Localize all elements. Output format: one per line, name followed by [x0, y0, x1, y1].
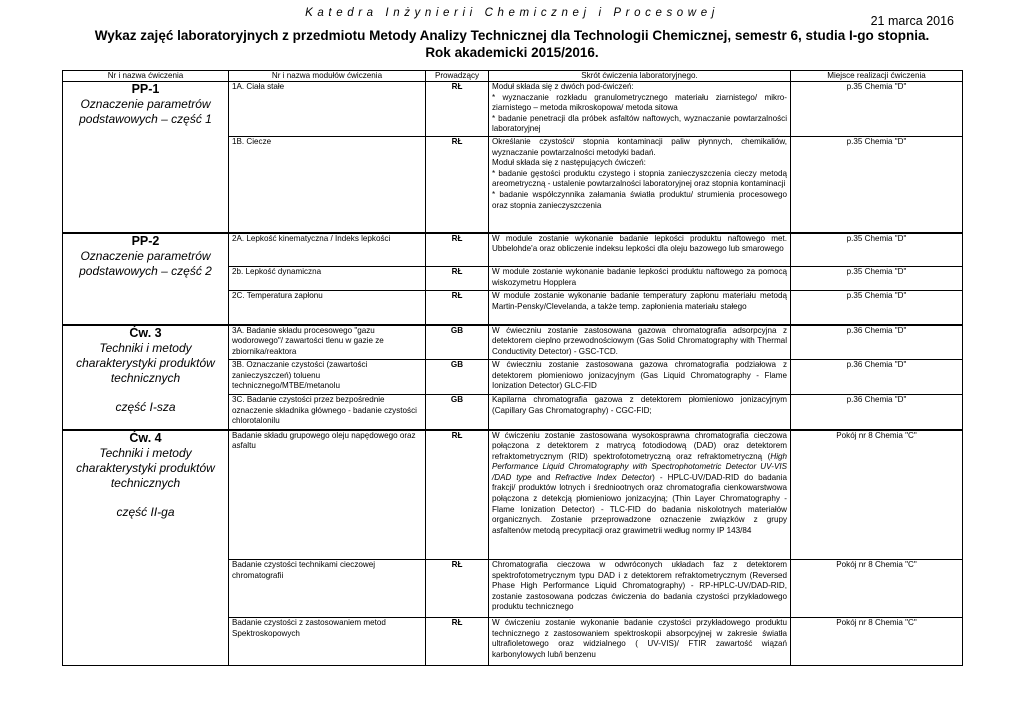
- summary-cell: Chromatografia cieczowa w odwróconych układach faz z detektorem spektrofotometrycznym typu DAD i z detektorem refraktometrycznym (Reversed Phase High Performance Liquid Chromatography) - RP-HPLC-UV/DAD-RID, zostanie zastosowana podczas ćwiczenia do badania czystości przykładowego produktu technicznego: [489, 560, 791, 618]
- module-cell: Badanie czystości technikami cieczowej chromatografii: [229, 560, 426, 618]
- summary-text: W ćwiczeniu zostanie zastosowana wysokosprawna chromatografia cieczowa połączona z detektorem z matrycą fotodiodową (DAD) oraz detektorem refraktometrycznym (RID) spektrofotometryczną oraz refraktometryczną (: [492, 430, 787, 461]
- lead-cell: RŁ: [426, 233, 489, 267]
- table-header-row: [63, 71, 963, 82]
- lead-cell: RŁ: [426, 82, 489, 137]
- module-cell: 2A. Lepkość kinematyczna / Indeks lepkości: [229, 233, 426, 267]
- summary-cell: W module zostanie wykonanie badanie temperatury zapłonu materiału metodą Martin-Pensky/Clevelanda, a także temp. zapłonienia materiału stałego: [489, 291, 791, 325]
- module-cell: 3B. Oznaczanie czystości (zawartości zanieczyszczeń) toluenu technicznego/MTBE/metanolu: [229, 360, 426, 395]
- lab-schedule-table: [62, 70, 963, 666]
- document-title: [0, 28, 1024, 61]
- module-cell: 3C. Badanie czystości przez bezpośrednie oznaczenie składnika głównego - badanie czystości chlorotalonilu: [229, 395, 426, 430]
- lead-cell: GB: [426, 395, 489, 430]
- header-module: Nr i nazwa modułów ćwiczenia: [229, 71, 426, 82]
- location-cell: p.35 Chemia "D": [791, 233, 963, 267]
- title-line-1: Wykaz zajęć laboratoryjnych z przedmiotu Metody Analizy Technicznej dla Technologii Chemicznej, semestr 6, studia I-go stopnia.: [94, 28, 930, 43]
- exercise-code: PP-2: [131, 233, 160, 248]
- summary-text: and: [531, 472, 556, 482]
- exercise-cell-pp1: [63, 82, 229, 233]
- summary-cell: [489, 137, 791, 233]
- table-row: [63, 82, 963, 137]
- exercise-code: PP-1: [131, 82, 160, 96]
- summary-line: Moduł składa się z dwóch pod-ćwiczeń:: [492, 82, 634, 91]
- location-cell: Pokój nr 8 Chemia "C": [791, 430, 963, 560]
- department-name: Katedra Inżynierii Chemicznej i Procesowej: [305, 7, 719, 19]
- location-cell: p.35 Chemia "D": [791, 137, 963, 233]
- header-location: Miejsce realizacji ćwiczenia: [791, 71, 963, 82]
- module-cell: Badanie czystości z zastosowaniem metod Spektroskopowych: [229, 618, 426, 666]
- location-cell: Pokój nr 8 Chemia "C": [791, 618, 963, 666]
- exercise-part: część II-ga: [116, 505, 175, 520]
- exercise-cell-cw3: [63, 325, 229, 430]
- exercise-name: Oznaczenie parametrów podstawowych – część 2: [79, 248, 212, 278]
- table-row: [63, 430, 963, 560]
- title-line-2: Rok akademicki 2015/2016.: [425, 44, 599, 60]
- summary-cell: Kapilarna chromatografia gazowa z detektorem płomieniowo jonizacyjnym (Capillary Gas Chromatography) - CGC-FID;: [489, 395, 791, 430]
- location-cell: p.35 Chemia "D": [791, 82, 963, 137]
- exercise-code: Ćw. 3: [129, 325, 162, 340]
- module-cell: 2C. Temperatura zapłonu: [229, 291, 426, 325]
- summary-cell: W ćwieczniu zostanie zastosowana gazowa chromatografia podziałowa z detektorem płomieniowo jonizacyjnym (Gas Liquid Chromatography - Flame Ionization Detector) GLC-FID: [489, 360, 791, 395]
- summary-cell: W ćwiczeniu zostanie wykonanie badanie czystości przykładowego produktu technicznego z zastosowaniem spektroskopii absorpcyjnej w zakresie światła ultrafioletowego oraz widzialnego ( UV-VIS)/ FTIR zawartość wiązań karbonylowych lub/i benzenu: [489, 618, 791, 666]
- exercise-name: Techniki i metody charakterystyki produktów technicznych: [76, 340, 215, 386]
- location-cell: p.36 Chemia "D": [791, 360, 963, 395]
- exercise-part: część I-sza: [115, 400, 176, 415]
- module-cell: 2b. Lepkość dynamiczna: [229, 267, 426, 291]
- summary-line: * badanie gęstości produktu czystego i stopnia zanieczyszczenia cieczy metodą areometryczną - ustalenie powtarzalności laboratoryjnej oraz stopnia kontaminacji: [492, 168, 787, 189]
- exercise-name: Oznaczenie parametrów podstawowych – część 1: [79, 97, 212, 127]
- summary-line: * badanie penetracji dla próbek asfaltów naftowych, wyznaczanie powtarzalności laboratoryjnej: [492, 113, 787, 134]
- lead-cell: GB: [426, 325, 489, 360]
- module-cell: 1A. Ciała stałe: [229, 82, 426, 137]
- location-cell: p.36 Chemia "D": [791, 395, 963, 430]
- summary-cell: [489, 82, 791, 137]
- summary-text-italic: High Performance Liquid Chromatography with Spectrophotometric Detector UV-VIS /DAD type: [492, 451, 787, 482]
- lead-cell: RŁ: [426, 618, 489, 666]
- header-exercise: Nr i nazwa ćwiczenia: [63, 71, 229, 82]
- lead-cell: RŁ: [426, 291, 489, 325]
- location-cell: p.36 Chemia "D": [791, 325, 963, 360]
- exercise-cell-pp2: [63, 233, 229, 325]
- table-row: [63, 233, 963, 267]
- module-cell: Badanie składu grupowego oleju napędowego oraz asfaltu: [229, 430, 426, 560]
- lead-cell: RŁ: [426, 430, 489, 560]
- lead-cell: RŁ: [426, 560, 489, 618]
- module-cell: 1B. Ciecze: [229, 137, 426, 233]
- summary-cell: W module zostanie wykonanie badanie lepkości produktu naftowego za pomocą wiskozymetru Hopplera: [489, 267, 791, 291]
- summary-line: * badanie współczynnika załamania światła produktu/ strumienia procesowego oraz stopnia zanieczyszczenia: [492, 189, 787, 210]
- header-summary: Skrót ćwiczenia laboratoryjnego.: [489, 71, 791, 82]
- summary-text: ) - HPLC-UV/DAD-RID do badania frakcji/ produktów lotnych i średniootnych oraz chromatografia cienkowarstwowa połączona z detekcją płomieniowo jonizacyjną; (Thin Layer Chromatography - Flame Ionization Detector) - TLC-FID do badania niskolotnych materiałów organicznych. Zostanie przeprowadzone oznaczenie związków z grupy asfaltenów metodą precypitacji oraz grawimetrii według normy IP 143/84: [492, 472, 787, 535]
- summary-cell: W ćwieczniu zostanie zastosowana gazowa chromatografia adsorpcyjna z detektorem cieplno przewodnościowym (Gas Solid Chromatography with Thermal Conductivity Detector) - GSC-TCD.: [489, 325, 791, 360]
- table-row: [63, 325, 963, 360]
- summary-line: Określanie czystości/ stopnia kontaminacji paliw płynnych, chemikaliów, wyznaczanie powtarzalności metodyki badań.: [492, 137, 787, 157]
- location-cell: p.35 Chemia "D": [791, 267, 963, 291]
- summary-cell: [489, 430, 791, 560]
- exercise-name: Techniki i metody charakterystyki produktów technicznych: [76, 445, 215, 491]
- location-cell: Pokój nr 8 Chemia "C": [791, 560, 963, 618]
- summary-text-italic: Refractive Index Detector: [555, 472, 653, 482]
- exercise-cell-cw4: [63, 430, 229, 666]
- header-lead: Prowadzący: [426, 71, 489, 82]
- module-cell: 3A. Badanie składu procesowego "gazu wodorowego"/ zawartości tlenu w gazie ze zbiornika/reaktora: [229, 325, 426, 360]
- summary-line: Moduł składa się z następujących ćwiczeń:: [492, 158, 646, 168]
- lead-cell: RŁ: [426, 137, 489, 233]
- lead-cell: RŁ: [426, 267, 489, 291]
- document-date: 21 marca 2016: [870, 14, 954, 28]
- summary-line: * wyznaczanie rozkładu granulometrycznego materiału ziarnistego/ mikro-ziarnistego – metoda mikroskopowa/ metoda sitowa: [492, 92, 787, 113]
- location-cell: p.35 Chemia "D": [791, 291, 963, 325]
- lead-cell: GB: [426, 360, 489, 395]
- summary-cell: W module zostanie wykonanie badanie lepkości produktu naftowego met. Ubbelohde'a oraz obliczenie indeksu lepkości dla oleju bazowego lub smarowego: [489, 233, 791, 267]
- exercise-code: Ćw. 4: [129, 430, 162, 445]
